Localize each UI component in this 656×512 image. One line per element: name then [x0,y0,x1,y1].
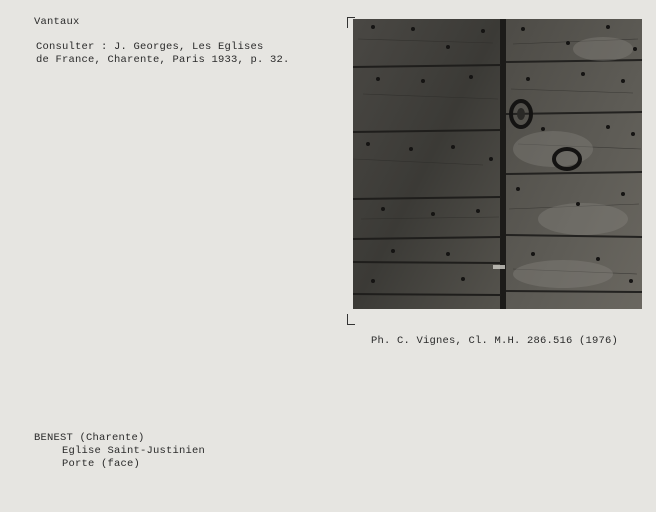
reference-line-1: Consulter : J. Georges, Les Eglises [36,41,264,53]
wooden-door-leaves-image [353,19,642,309]
photo-caption: Ph. C. Vignes, Cl. M.H. 286.516 (1976) [371,335,619,347]
location-heading: BENEST (Charente) [34,432,145,444]
reference-line-2: de France, Charente, Paris 1933, p. 32. [36,54,290,66]
photo-corner-mark-bottom [347,314,355,325]
subject-heading: Vantaux [34,16,80,28]
door-photo [353,19,642,309]
church-name: Eglise Saint-Justinien [62,445,206,457]
object-part: Porte (face) [62,458,141,470]
